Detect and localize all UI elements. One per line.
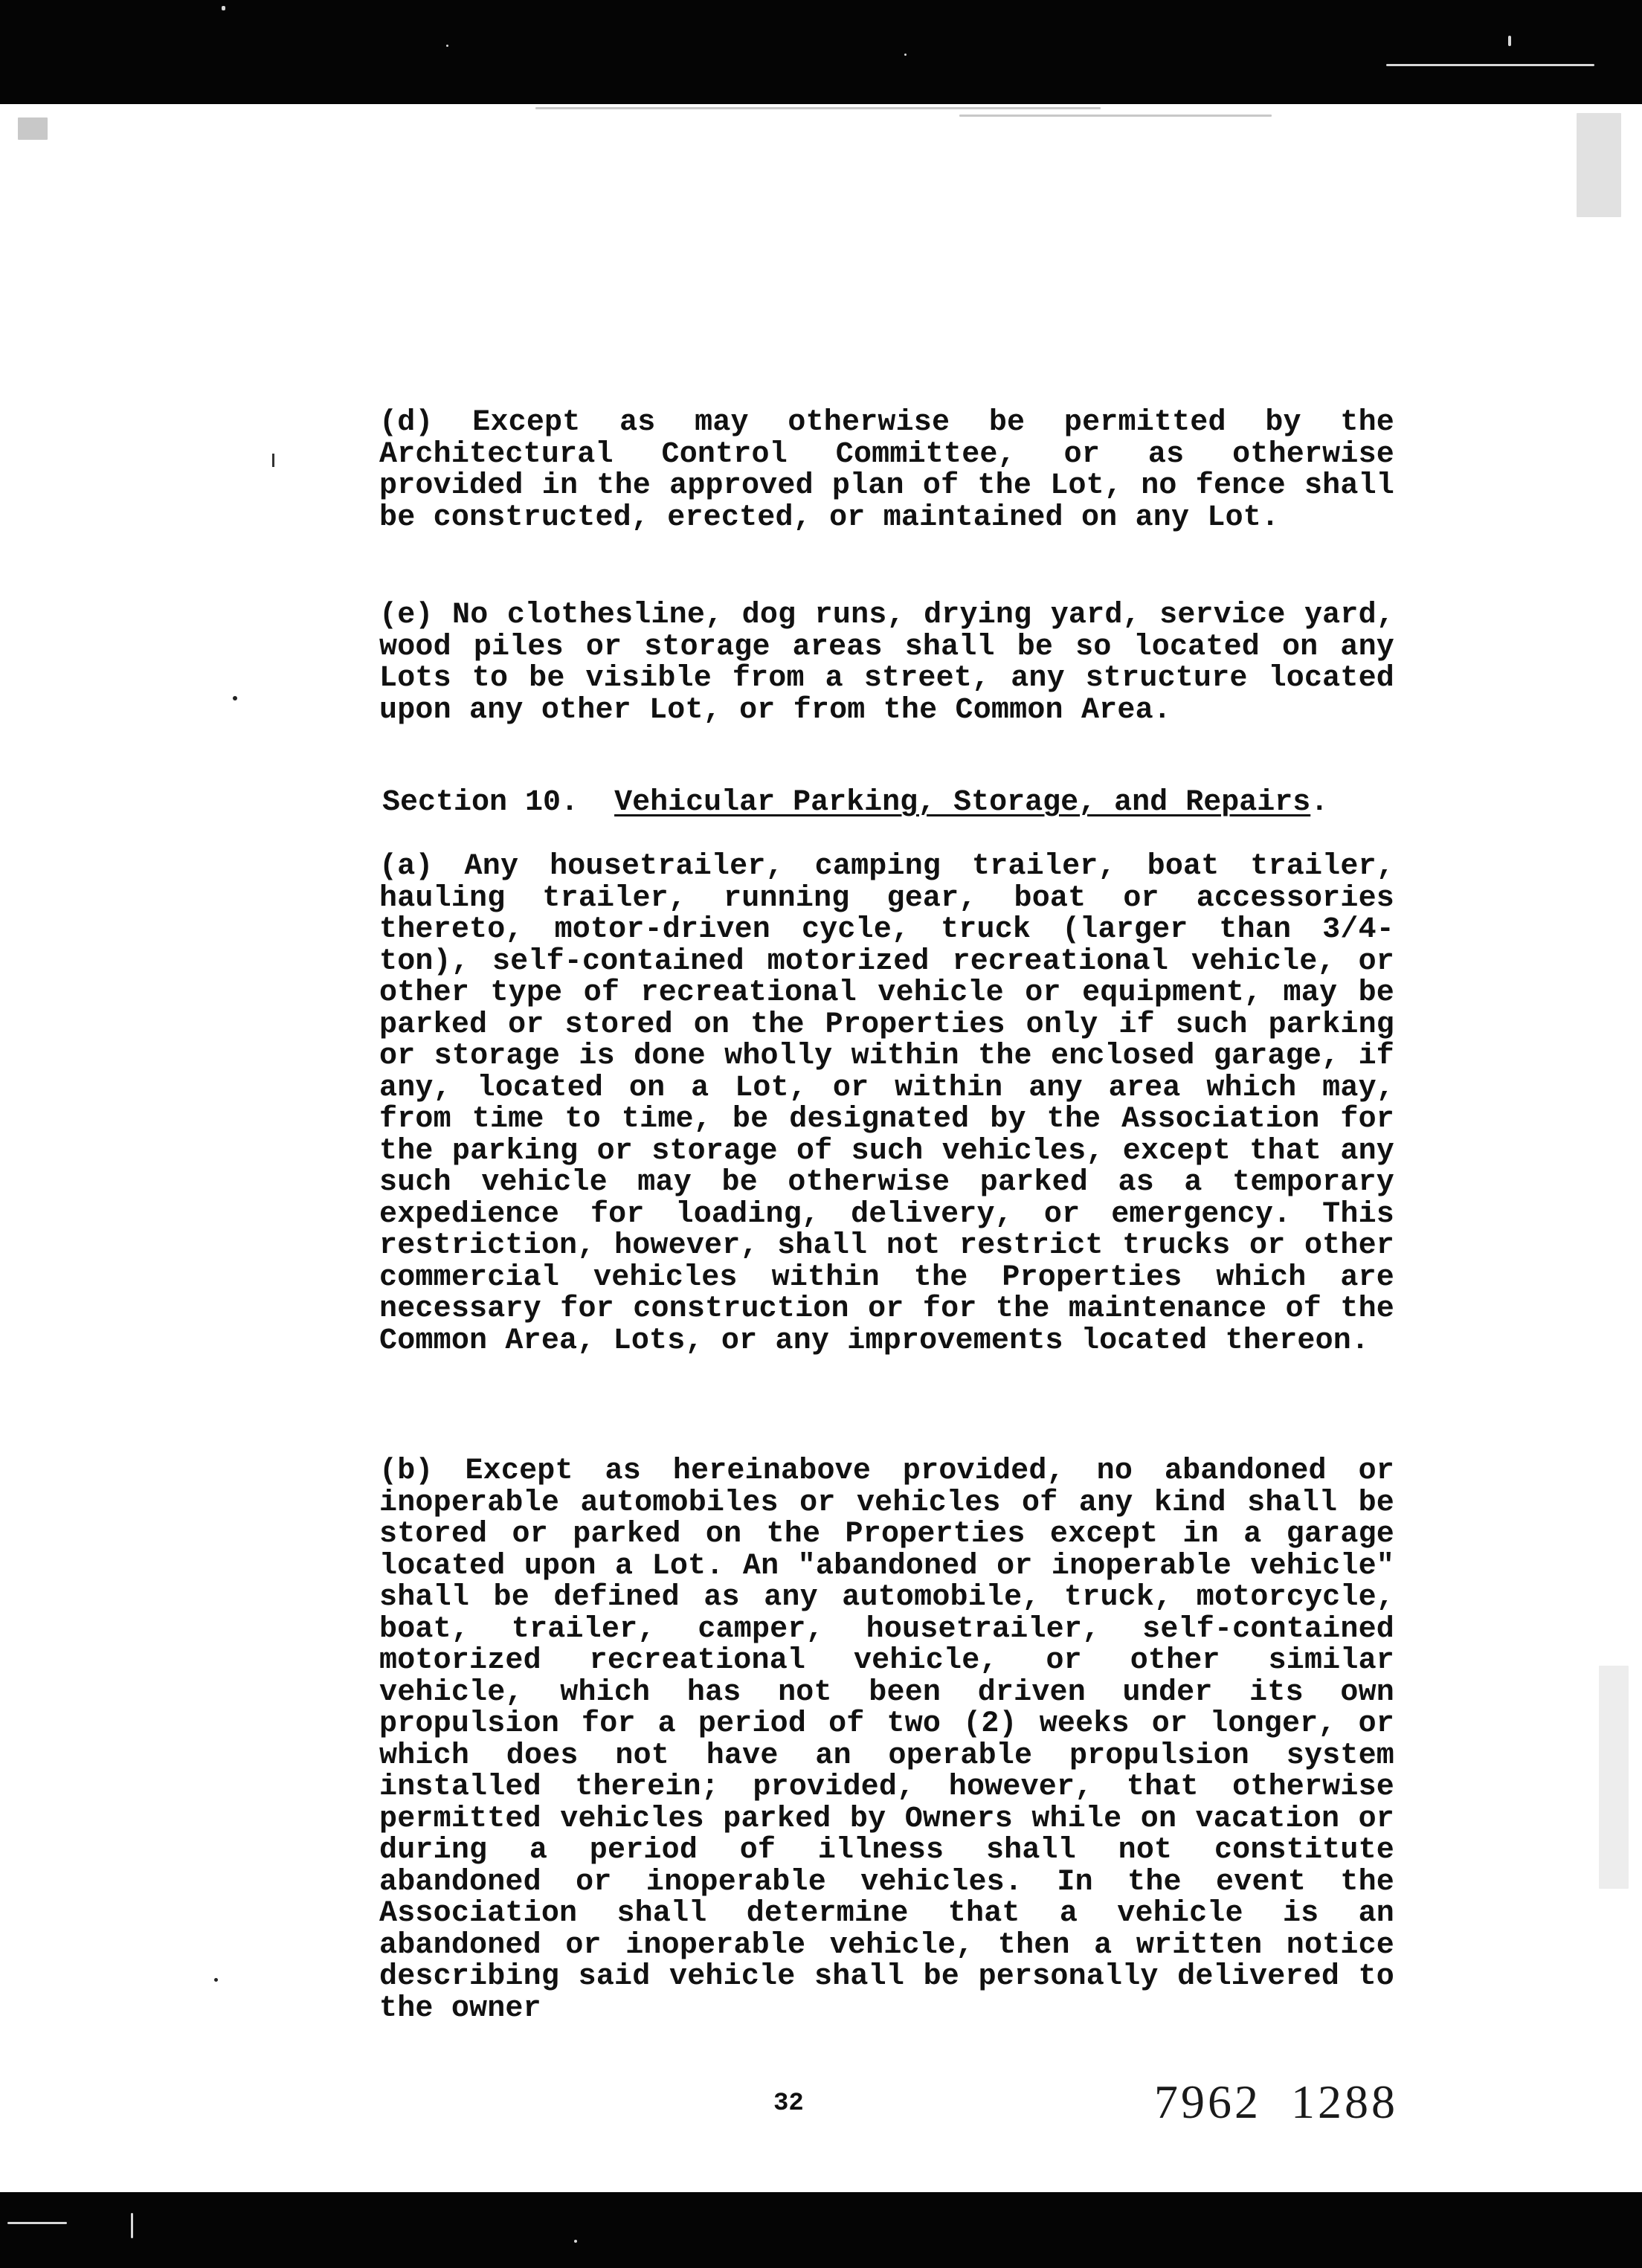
document-page [0, 104, 1642, 2192]
scan-noise [535, 107, 1101, 109]
scan-bottom-border [0, 2192, 1642, 2268]
scan-speck [1508, 36, 1511, 46]
page-number: 32 [773, 2090, 804, 2118]
scan-speck [7, 2222, 67, 2224]
paragraph-e: (e) No clothesline, dog runs, drying yard, service yard, wood piles or storage areas shall be so located on any Lots to be visible from a street, any structure located upon any other Lot, or from the Common Area. [379, 599, 1394, 727]
section-10-title: Vehicular Parking, Storage, and Repairs [614, 786, 1311, 819]
scan-noise [1599, 1666, 1629, 1889]
scan-noise [18, 117, 48, 140]
margin-mark [214, 1978, 218, 1982]
scan-speck [131, 2213, 133, 2238]
margin-mark [272, 454, 274, 467]
scan-speck [446, 45, 448, 47]
scan-speck [574, 2240, 577, 2243]
paragraph-a: (a) Any housetrailer, camping trailer, boat trailer, hauling trailer, running gear, boat or accessories thereto, motor-driven cycle, truck (larger than 3/4-ton), self-contained motorized recreational vehicle, or other type of recreational vehicle or equipment, may be parked or stored on the Properties only if such parking or storage is done wholly within the enclosed garage, if any, located on a Lot, or within any area which may, from time to time, be designated by the Association for the parking or storage of such vehicles, except that any such vehicle may be otherwise parked as a temporary expedience for loading, delivery, or emergency. This restriction, however, shall not restrict trucks or other commercial vehicles within the Properties which are necessary for construction or for the maintenance of the Common Area, Lots, or any improvements located thereon. [379, 850, 1394, 1358]
section-10-label: Section 10. [382, 786, 579, 819]
section-10-heading [382, 787, 1397, 819]
scan-speck [222, 6, 225, 10]
paragraph-d: (d) Except as may otherwise be permitted by the Architectural Control Committee, or as otherwise provided in the approved plan of the Lot, no fence shall be constructed, erected, or maintained on any Lot. [379, 406, 1394, 535]
scan-top-border [0, 0, 1642, 104]
document-number: 7962 1288 [1154, 2075, 1398, 2128]
scan-noise [1577, 113, 1621, 217]
margin-mark [233, 696, 237, 700]
scan-speck [904, 54, 907, 56]
scan-noise [959, 115, 1272, 117]
paragraph-b: (b) Except as hereinabove provided, no abandoned or inoperable automobiles or vehicles of any kind shall be stored or parked on the Properties except in a garage located upon a Lot. An "abandoned or inoperable vehicle" shall be defined as any automobile, truck, motorcycle, boat, trailer, camper, housetrailer, self-contained motorized recreational vehicle, or other similar vehicle, which has not been driven under its own propulsion for a period of two (2) weeks or longer, or which does not have an operable propulsion system installed therein; provided, however, that otherwise permitted vehicles parked by Owners while on vacation or during a period of illness shall not constitute abandoned or inoperable vehicles. In the event the Association shall determine that a vehicle is an abandoned or inoperable vehicle, then a written notice describing said vehicle shall be personally delivered to the owner [379, 1454, 1394, 2026]
scan-speck [1386, 64, 1594, 66]
section-10-title-end: . [1310, 786, 1329, 819]
